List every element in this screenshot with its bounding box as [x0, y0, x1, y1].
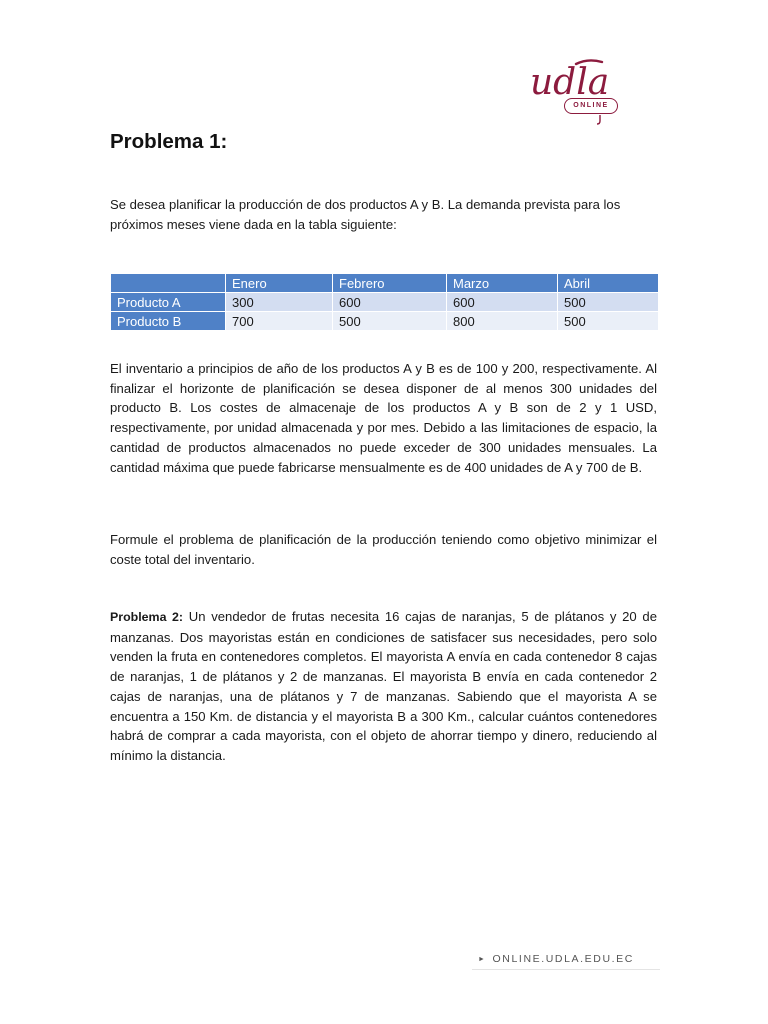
intro-paragraph: Se desea planificar la producción de dos productos A y B. La demanda prevista para los próximos meses viene dada en la tabla siguiente: [110, 197, 621, 232]
table-cell: 500 [558, 293, 659, 312]
table-cell: 700 [226, 312, 333, 331]
online-badge: ONLINE [564, 98, 618, 114]
table-header-cell: Abril [558, 274, 659, 293]
table-row [111, 312, 659, 331]
udla-logo-mark [528, 58, 624, 102]
table-header-cell: Febrero [333, 274, 447, 293]
table-row [111, 293, 659, 312]
play-arrow-icon: ► [478, 956, 487, 963]
udla-logo-wordmark: udla [530, 62, 610, 102]
logo-tail-icon [596, 112, 604, 122]
page-title: Problema 1: [110, 130, 228, 153]
table-cell: 800 [447, 312, 558, 331]
footer-url-text: ONLINE.UDLA.EDU.EC [492, 953, 634, 965]
table-header-cell [111, 274, 226, 293]
problema2-label: Problema 2: [110, 610, 184, 624]
table-cell: 300 [226, 293, 333, 312]
formule-paragraph: Formule el problema de planificación de la producción teniendo como objetivo minimizar el coste total del inventario. [110, 532, 657, 567]
table-cell: 500 [558, 312, 659, 331]
row-label: Producto A [111, 293, 226, 312]
table-header-cell: Enero [226, 274, 333, 293]
footer-url [478, 953, 634, 965]
table-cell: 600 [333, 293, 447, 312]
table-header-cell: Marzo [447, 274, 558, 293]
demand-table [110, 273, 659, 331]
inventory-paragraph: El inventario a principios de año de los productos A y B es de 100 y 200, respectivamente. Al finalizar el horizonte de planificación se desea disponer de al menos 300 unidades del producto B. Los costes de almacenaje de los productos A y B son de 2 y 1 USD, respectivamente, por unidad almacenada y por mes. Debido a las limitaciones de espacio, la cantidad de productos almacenados no puede exceder de 300 unidades mensuales. La cantidad máxima que puede fabricarse mensualmente es de 400 unidades de A y 700 de B. [110, 361, 657, 475]
table-header-row [111, 274, 659, 293]
footer-divider [472, 969, 660, 970]
problema2-text: Un vendedor de frutas necesita 16 cajas de naranjas, 5 de plátanos y 20 de manzanas. Dos mayoristas están en condiciones de satisfacer sus necesidades, pero solo venden la fruta en contenedores completos. El mayorista A envía en cada contenedor 8 cajas de naranjas, 1 de plátanos y 2 de manzanas. El mayorista B envía en cada contenedor 2 cajas de naranjas, una de plátanos y 7 de manzanas. Sabiendo que el mayorista A se encuentra a 150 Km. de distancia y el mayorista B a 300 Km., calcular cuántos contenedores habrá de comprar a cada mayorista, con el objeto de ahorrar tiempo y dinero, reduciendo al mínimo la distancia. [110, 609, 657, 763]
table-cell: 500 [333, 312, 447, 331]
udla-online-logo [528, 58, 624, 122]
row-label: Producto B [111, 312, 226, 331]
table-cell: 600 [447, 293, 558, 312]
problema2-paragraph [110, 607, 657, 766]
